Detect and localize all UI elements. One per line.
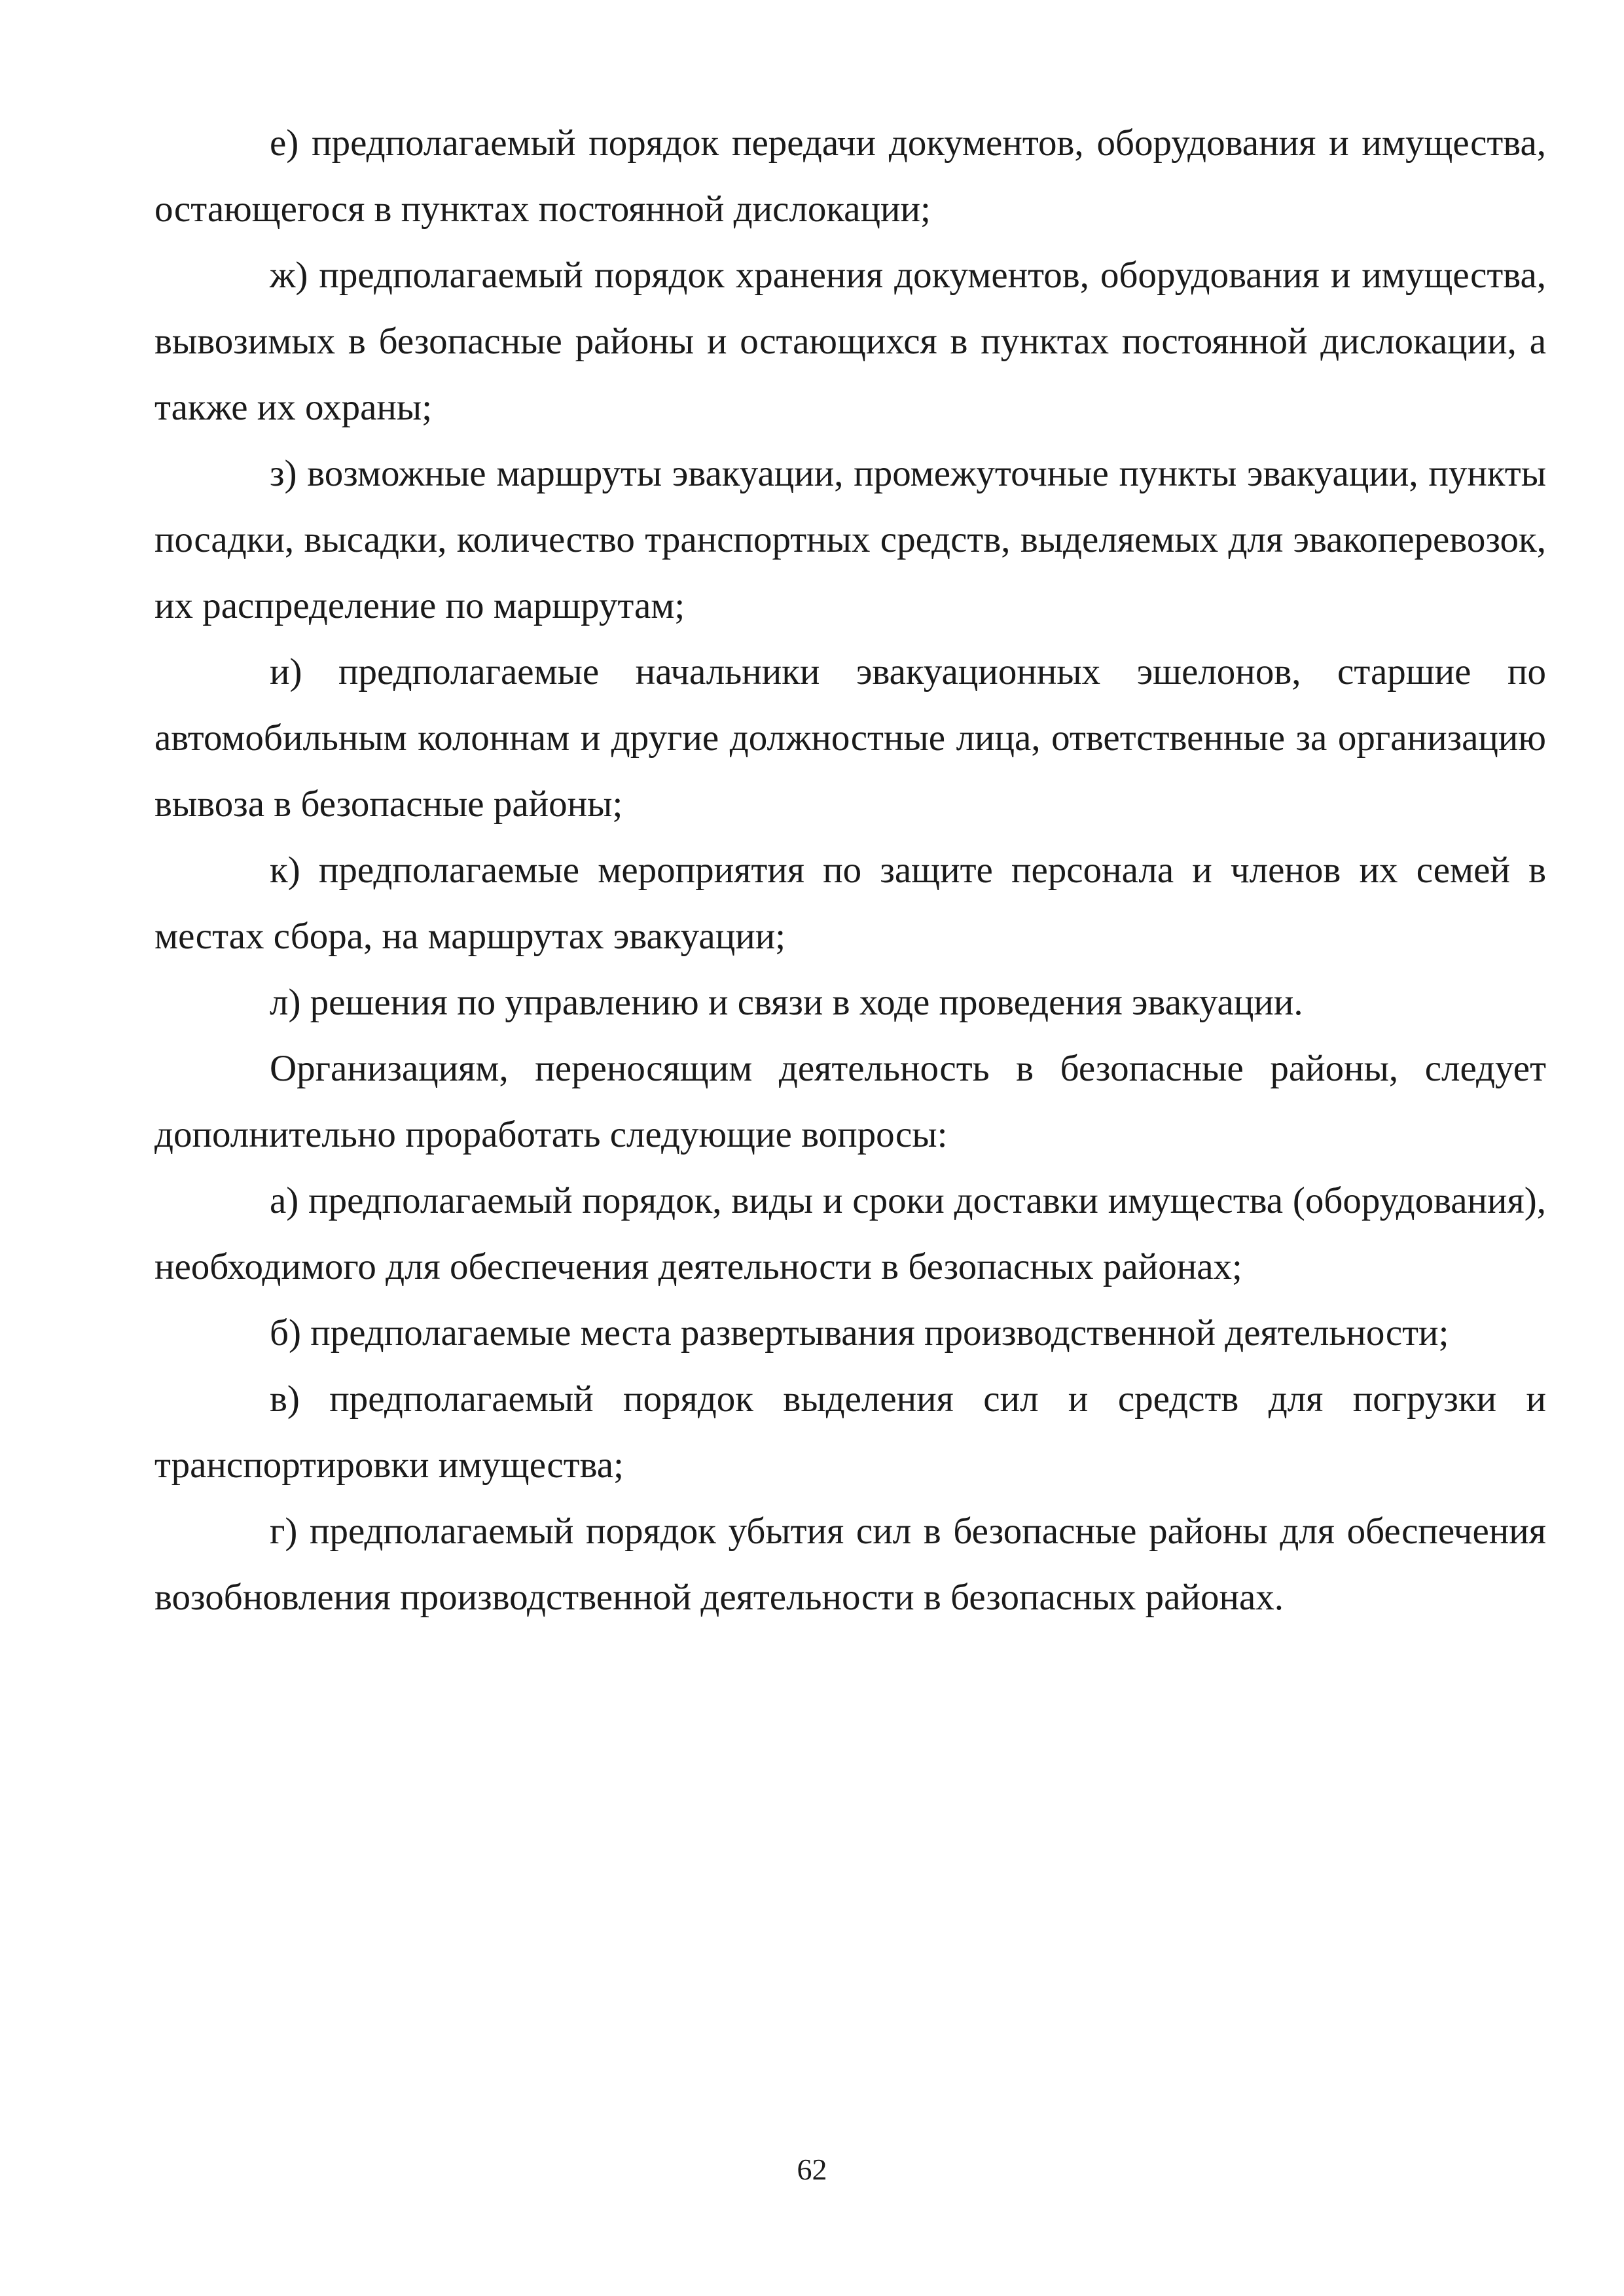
- paragraph-item-v: в) предполагаемый порядок выделения сил и средств для погрузки и транспортировки имущества;: [154, 1378, 1546, 1486]
- paragraph-item-a: а) предполагаемый порядок, виды и сроки доставки имущества (оборудования), необходимого для обеспечения деятельности в безопасных районах;: [154, 1180, 1546, 1287]
- paragraph-item-z: з) возможные маршруты эвакуации, промежуточные пункты эвакуации, пункты посадки, высадки, количество транспортных средств, выделяемых для эвакоперевозок, их распределение по маршрутам;: [154, 453, 1546, 626]
- paragraph-item-l: л) решения по управлению и связи в ходе проведения эвакуации.: [270, 982, 1303, 1023]
- body-text: [154, 110, 1546, 1630]
- paragraph-item-k: к) предполагаемые мероприятия по защите персонала и членов их семей в местах сбора, на маршрутах эвакуации;: [154, 850, 1546, 957]
- paragraph-item-b: б) предполагаемые места развертывания производственной деятельности;: [270, 1312, 1449, 1354]
- page-number: 62: [797, 2153, 827, 2186]
- paragraph-item-e: е) предполагаемый порядок передачи документов, оборудования и имущества, остающегося в пунктах постоянной дислокации;: [154, 122, 1546, 230]
- paragraph-item-g: г) предполагаемый порядок убытия сил в безопасные районы для обеспечения возобновления производственной деятельности в безопасных районах.: [154, 1511, 1546, 1618]
- paragraph-intro: Организациям, переносящим деятельность в безопасные районы, следует дополнительно проработать следующие вопросы:: [154, 1048, 1546, 1155]
- paragraph-item-i: и) предполагаемые начальники эвакуационных эшелонов, старшие по автомобильным колоннам и другие должностные лица, ответственные за организацию вывоза в безопасные районы;: [154, 651, 1546, 825]
- paragraph-item-zh: ж) предполагаемый порядок хранения документов, оборудования и имущества, вывозимых в безопасные районы и остающихся в пунктах постоянной дислокации, а также их охраны;: [154, 255, 1546, 428]
